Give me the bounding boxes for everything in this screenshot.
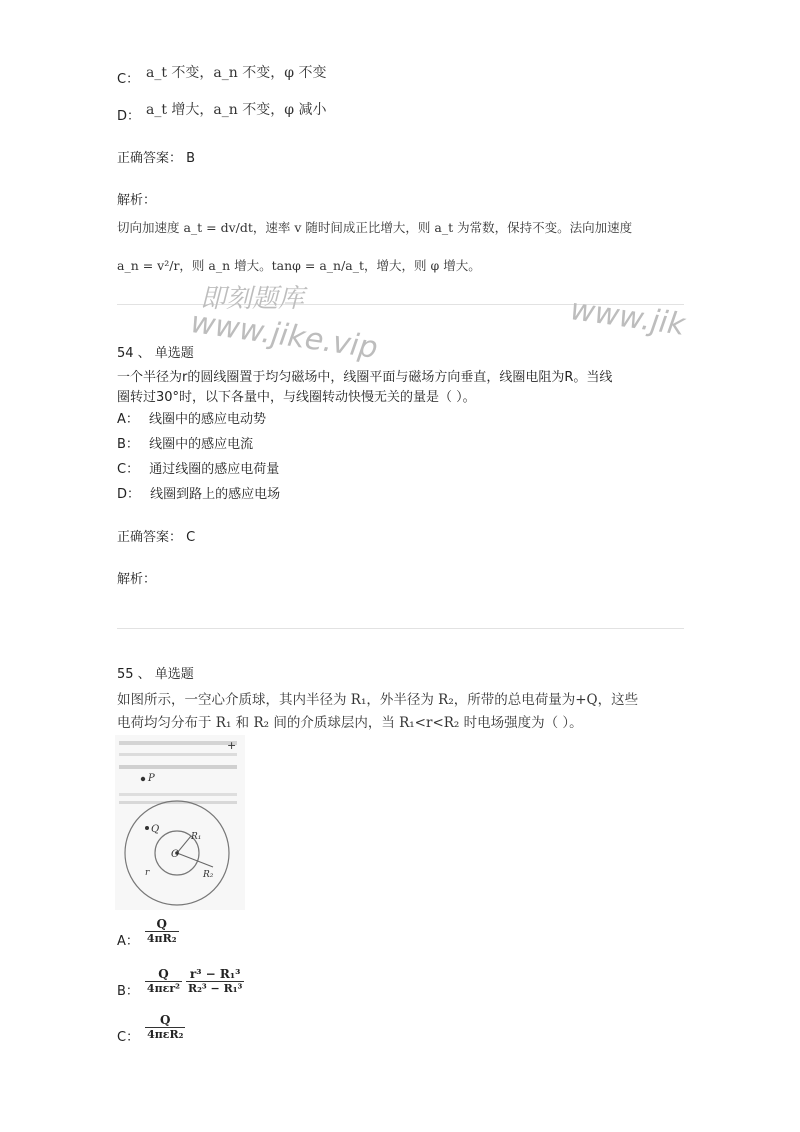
q53-option-c-text: a_t 不变，a_n 不变，φ 不变 xyxy=(146,65,327,81)
formula-denominator: 4πεr² xyxy=(146,982,180,995)
q54-option-d[interactable] xyxy=(117,485,280,510)
q55-option-b-formula-1 xyxy=(145,967,182,996)
q54-option-c[interactable] xyxy=(117,460,280,485)
q54-option-b[interactable] xyxy=(117,435,280,460)
q55-stem-line2: 电荷均匀分布于 R₁ 和 R₂ 间的介质球层内，当 R₁<r<R₂ 时电场强度为（ ）。 xyxy=(117,715,583,731)
q54-option-d-label: D： xyxy=(117,487,141,502)
watermark-url: www.jike.vip xyxy=(188,305,380,366)
q54-option-b-text: 线圈中的感应电流 xyxy=(149,437,254,452)
q55-option-b[interactable] xyxy=(117,958,244,1002)
label-r1: R₁ xyxy=(191,832,202,842)
q53-analysis-line1: 切向加速度 a_t = dv/dt，速率 v 随时间成正比增大，则 a_t 为常数，保持不变。法向加速度 xyxy=(117,220,633,235)
q55-option-b-label: B： xyxy=(117,984,139,999)
q54-option-a[interactable] xyxy=(117,410,280,435)
q55-option-a-formula xyxy=(145,917,179,946)
q55-option-b-formula-2 xyxy=(186,967,244,996)
q53-option-d-label: D： xyxy=(117,109,141,124)
q54-number: 54 、 单选题 xyxy=(117,346,194,361)
formula-denominator: 4πεR₂ xyxy=(147,1028,184,1041)
q53-analysis-label: 解析： xyxy=(117,193,157,208)
q55-stem-line1: 如图所示，一空心介质球，其内半径为 R₁，外半径为 R₂，所带的总电荷量为+Q，这些 xyxy=(117,692,639,708)
q53-analysis-line2: a_n = v²/r，则 a_n 增大。tanφ = a_n/a_t，增大，则 φ 增大。 xyxy=(117,258,481,273)
q55-option-c[interactable] xyxy=(117,1004,185,1048)
label-r: r xyxy=(145,868,150,878)
formula-denominator: 4πR₂ xyxy=(146,932,177,945)
q54-options xyxy=(117,410,280,510)
q55-option-c-label: C： xyxy=(117,1030,140,1045)
q54-option-a-text: 线圈中的感应电动势 xyxy=(149,412,267,427)
q54-option-b-label: B： xyxy=(117,437,139,452)
q54-option-c-text: 通过线圈的感应电荷量 xyxy=(149,462,280,477)
q54-analysis-label: 解析： xyxy=(117,572,157,587)
sphere-diagram xyxy=(115,735,245,910)
q54-stem-line1: 一个半径为r的圆线圈置于均匀磁场中，线圈平面与磁场方向垂直，线圈电阻为R。当线 xyxy=(117,370,613,385)
label-plus: + xyxy=(227,739,237,752)
q54-option-c-label: C： xyxy=(117,462,140,477)
q53-answer: 正确答案： B xyxy=(117,151,196,166)
q55-option-a[interactable] xyxy=(117,908,179,952)
q54-stem-line2: 圈转过30°时，以下各量中，与线圈转动快慢无关的量是（ ）。 xyxy=(117,390,476,405)
q55-option-a-label: A： xyxy=(117,934,139,949)
formula-numerator: Q xyxy=(158,967,169,981)
q55-option-c-formula xyxy=(145,1013,185,1042)
watermark-brand: 即刻题库 xyxy=(200,284,305,314)
formula-numerator: r³ − R₁³ xyxy=(189,967,241,981)
formula-numerator: Q xyxy=(156,917,167,931)
q54-option-a-label: A： xyxy=(117,412,139,427)
q54-answer: 正确答案： C xyxy=(117,530,196,545)
label-r2: R₂ xyxy=(203,870,214,880)
formula-denominator: R₂³ − R₁³ xyxy=(187,982,243,995)
q53-option-d-text: a_t 增大，a_n 不变，φ 减小 xyxy=(146,102,327,118)
section-divider xyxy=(117,628,684,629)
watermark-url-partial: www.jik xyxy=(568,292,688,343)
q55-figure xyxy=(115,735,245,910)
label-q: Q xyxy=(151,824,160,835)
formula-numerator: Q xyxy=(160,1013,171,1027)
label-p: P xyxy=(148,773,155,784)
label-o: O xyxy=(171,849,180,860)
q55-number: 55 、 单选题 xyxy=(117,667,194,682)
q54-option-d-text: 线圈到路上的感应电场 xyxy=(150,487,281,502)
q53-option-c-label: C： xyxy=(117,72,140,87)
